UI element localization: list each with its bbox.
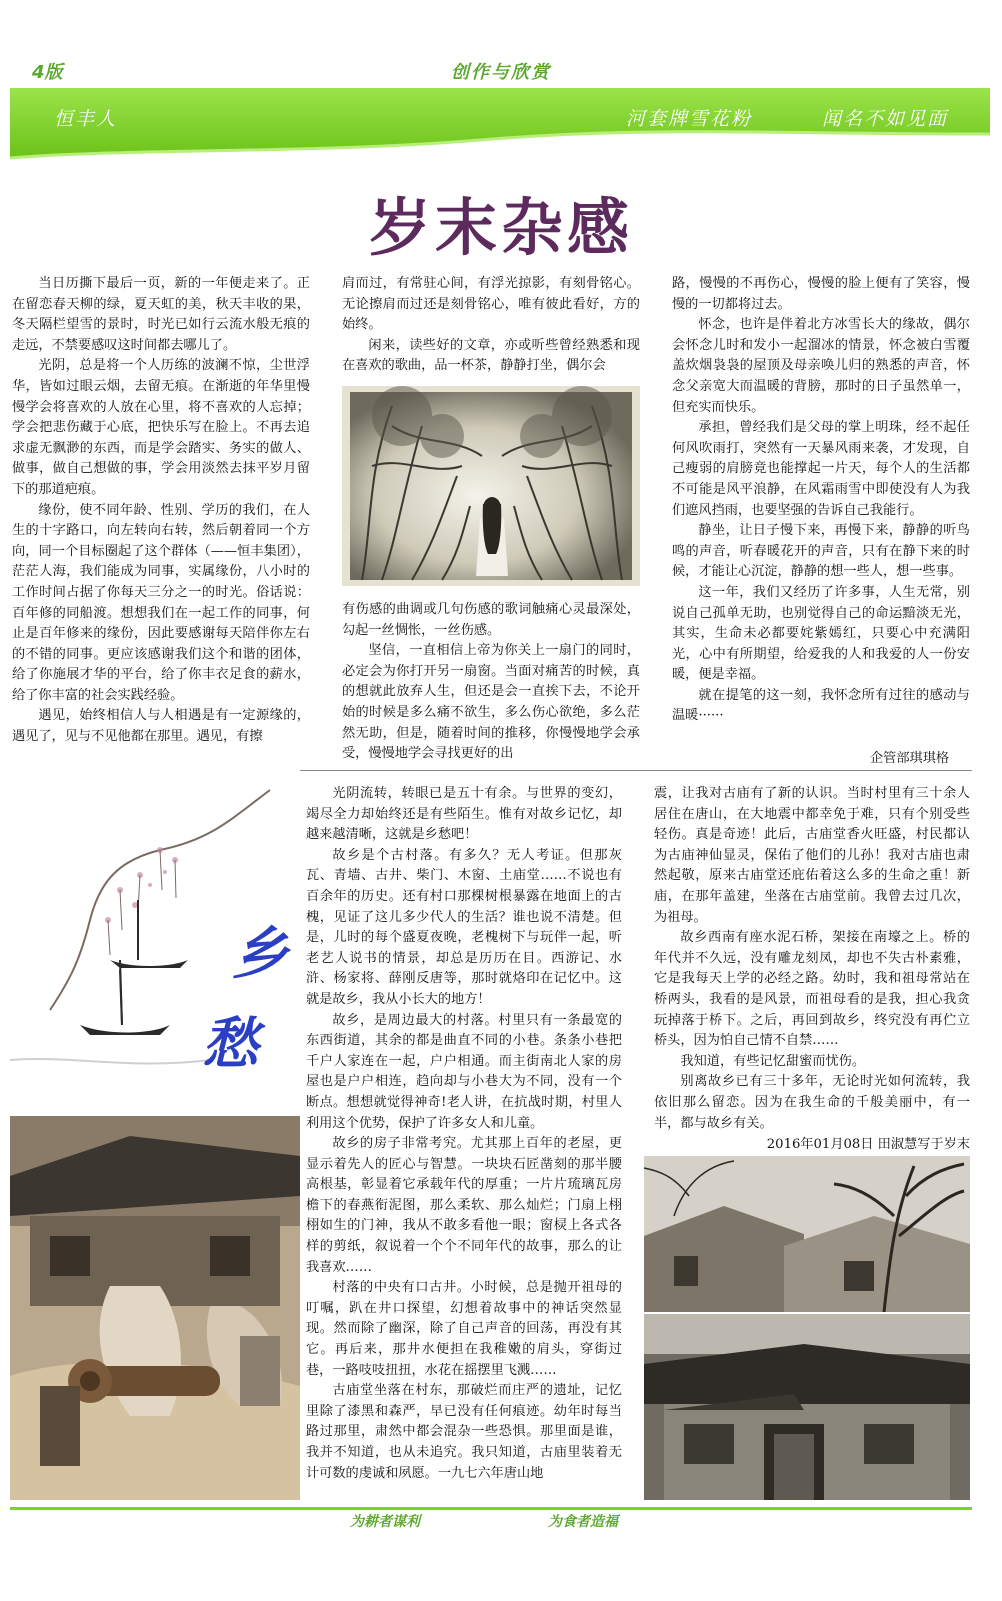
paragraph: 故乡是个古村落。有多久？无人考证。但那灰瓦、青墙、古井、柴门、木窗、土庙堂……不说也有百余年的历史。还有村口那棵树根暴露在地面上的古槐，见证了这儿多少代人的生活？谁也说不清楚。但是，儿时的每个盛夏夜晚，老槐树下与玩伴一起，听老艺人说书的情景，却总是历历在目。西游记、水浒、杨家将、薛刚反唐等，那时就烙印在记忆中。这就是故乡，我从小长大的地方！: [306, 847, 622, 1007]
paragraph: 坚信，一直相信上帝为你关上一扇门的同时，必定会为你打开另一扇窗。当面对痛苦的时候，真的想就此放弃人生，但还是会一直挨下去，不论开始的时候是多么痛不欲生，多么伤心欲绝，多么茫然无助，但是，随着时间的推移，你慢慢地学会承受，慢慢地学会寻找更好的出: [342, 643, 640, 762]
paragraph: 故乡的房子非常考究。尤其那上百年的老屋，更显示着先人的匠心与智慧。一块块石匠凿刻的那半腰高根基，彰显着它承载年代的厚重；一片片琉璃瓦房檐下的春燕衔泥图，那么柔软、那么灿烂；门扇上栩栩如生的门神，我从不敢多看他一眼；窗棂上各式各样的剪纸，叙说着一个个不同年代的故事，那么的让我喜欢……: [306, 1136, 622, 1275]
paragraph: 古庙堂坐落在村东，那破烂而庄严的遗址，记忆里除了漆黑和森严，早已没有任何痕迹。幼年时每当路过那里，肃然中都会混杂一些恐惧。那里面是谁，我并不知道，也从未追究。我只知道，古庙里装着无计可数的虔诚和夙愿。一九七六年唐山地: [306, 1383, 622, 1481]
section-name: 创作与欣赏: [451, 62, 551, 83]
paragraph: 路，慢慢的不再伤心，慢慢的脸上便有了笑容，慢慢的一切都将过去。: [672, 276, 970, 312]
paragraph: 当日历撕下最后一页，新的一年便走来了。正在留恋春天柳的绿，夏天虹的美，秋天丰收的果，冬天隔栏望雪的景时，时光已如行云流水般无痕的走远，不禁要感叹这时间都去哪儿了。: [12, 276, 310, 353]
paragraph: 怀念，也许是伴着北方冰雪长大的缘故，偶尔会怀念儿时和发小一起溜冰的情景，怀念被白雪覆盖炊烟袅袅的屋顶及母亲唤儿归的熟悉的声音，怀念父亲宽大而温暖的背膀，那时的日子虽然单一，但充实而快乐。: [672, 317, 970, 415]
paragraph: 闲来，读些好的文章，亦或听些曾经熟悉和现在喜欢的歌曲，品一杯茶，静静打坐，偶尔会: [342, 337, 640, 374]
photo-girl-tree-avenue: [342, 386, 640, 586]
paragraph: 遇见，始终相信人与人相遇是有一定源缘的，遇见了，见与不见他都在那里。遇见，有擦: [12, 708, 310, 745]
xiangchou-title-char-1: 乡: [232, 922, 288, 987]
page-number: 4版: [32, 62, 63, 83]
photo-old-courtyard-gate: [644, 1314, 970, 1500]
paragraph: 肩而过，有常驻心间，有浮光掠影，有刻骨铭心。无论擦肩而过还是刻骨铭心，唯有彼此看好，方的始终。: [342, 276, 640, 333]
section-divider: [300, 770, 972, 771]
paragraph: 有伤感的曲调或几句伤感的歌词触痛心灵最深处，勾起一丝惆怅，一丝伤感。: [342, 602, 640, 638]
article2-column-middle: [306, 784, 622, 1484]
article1-column-3: [672, 274, 970, 727]
photo-ancient-well: [10, 1116, 300, 1500]
article2-signature: 2016年01月08日 田淑慧写于岁末: [766, 1137, 970, 1152]
article1-column-2-continued: [342, 600, 640, 765]
paragraph: 缘份，使不同年龄、性别、学历的我们，在人生的十字路口，向左转向右转，然后朝着同一个方向，同一个目标圈起了这个群体（——恒丰集团），茫茫人海，我们能成为同事，实属缘份，八小时的工作时间占据了你每天三分之一的时光。俗话说：百年修的同船渡。想想我们在一起工作的同事，何止是百年修来的缘份，因此要感谢每天陪伴你左右的不错的同事。更应该感谢我们这个和谐的团体，给了你施展才华的平台，给了你丰衣足食的薪水，给了你丰富的社会实践经验。: [12, 502, 310, 703]
footer-rule: [10, 1507, 972, 1510]
banner-right-text: 闻名不如见面: [822, 108, 949, 130]
paragraph: 故乡西南有座水泥石桥，架接在南壕之上。桥的年代并不久远，没有雕龙刻凤，却也不失古朴素雅，它是我每天上学的必经之路。幼时，我和祖母常站在桥两头，我看的是风景，而祖母看的是我，担心我贪玩掉落于桥下。之后，再回到故乡，终究没有再伫立桥头，因为怕自己情不自禁……: [654, 930, 970, 1049]
article1-author: 企管部琪琪格: [870, 751, 950, 766]
article1-column-2: [342, 274, 640, 377]
paragraph: 别离故乡已有三十多年，无论时光如何流转，我依旧那么留恋。因为在我生命的千般美丽中，有一半，都与故乡有关。: [654, 1074, 970, 1131]
paragraph: 我知道，有些记忆甜蜜而忧伤。: [680, 1053, 866, 1069]
photo-old-village-houses: [644, 1156, 970, 1312]
paragraph: 静坐，让日子慢下来，再慢下来，静静的听鸟鸣的声音，听春暖花开的声音，只有在静下来的时候，才能让心沉淀，静静的想一些人，想一些事。: [672, 523, 970, 580]
paragraph: 就在提笔的这一刻，我怀念所有过往的感动与温暖······: [672, 687, 970, 724]
paragraph: 村落的中央有口古井。小时候，总是抛开祖母的叮嘱，趴在井口探望，幻想着故事中的神话突然显现。然而除了幽深，除了自己声音的回荡，再没有其它。再后来，那井水便担在我稚嫩的肩头，穿街过巷，一路吱吱扭扭，水花在摇摆里飞溅……: [306, 1280, 622, 1378]
paragraph: 光阴，总是将一个人历练的波澜不惊，尘世浮华，皆如过眼云烟，去留无痕。在渐逝的年华里慢慢学会将喜欢的人放在心里，将不喜欢的人忘掉；学会把悲伤藏于心底，把快乐写在脸上。不再去追求虚无飘渺的东西，而是学会踏实、务实的做人、做事，做自己想做的事，学会用淡然去抹平岁月留下的那道疤痕。: [12, 358, 310, 497]
banner-left-text: 恒丰人: [54, 108, 118, 130]
paragraph: 光阴流转，转眼已是五十有余。与世界的变幻，竭尽全力却始终还是有些陌生。惟有对故乡记忆，却越来越清晰，这就是乡愁吧！: [306, 786, 622, 843]
footer-motto-left: 为耕者谋利: [350, 1514, 420, 1530]
banner-mid-text: 河套牌雪花粉: [626, 108, 753, 130]
paragraph: 震，让我对古庙有了新的认识。当时村里有三十余人居住在唐山，在大地震中都幸免于难，只有个别受些轻伤。真是奇迹！此后，古庙堂香火旺盛，村民都认为古庙神仙显灵，保佑了他们的儿孙！我对古庙也肃然起敬，原来古庙堂还庇佑着这么多的生命之重！新庙，在那年盖建，坐落在古庙堂前。我曾去过几次，为祖母。: [654, 786, 970, 925]
paragraph: 这一年，我们又经历了许多事，人生无常，别说自己孤单无助，也别觉得自己的命运黯淡无光，其实，生命未必都要姹紫嫣红，只要心中充满阳光，心中有所期望，给爱我的人和我爱的人一份安暖，便是幸福。: [672, 584, 970, 683]
article1-column-1: [12, 274, 310, 748]
article-title: 岁末杂感: [368, 191, 633, 264]
paragraph: 承担，曾经我们是父母的掌上明珠，经不起任何风吹雨打，突然有一天暴风雨来袭，才发现，自己瘦弱的肩膀竟也能撑起一片天，每个人的生活都不可能是风平浪静，在风霜雨雪中即使没有人为我们遮风挡雨，也要坚强的告诉自己我能行。: [672, 420, 970, 518]
header-banner: [10, 88, 990, 162]
article2-column-right: [654, 784, 970, 1134]
xiangchou-title-char-2: 愁: [202, 1012, 258, 1077]
footer-motto-right: 为食者造福: [548, 1514, 618, 1530]
paragraph: 故乡，是周边最大的村落。村里只有一条最宽的东西街道，其余的都是曲直不同的小巷。条条小巷把千户人家连在一起，户户相通。而主街南北人家的房屋也是户户相连，趋向却与小巷大为不同，没有一个断点。想想就觉得神奇!老人讲，在抗战时期，村里人利用这个优势，保护了许多女人和儿童。: [306, 1012, 622, 1131]
